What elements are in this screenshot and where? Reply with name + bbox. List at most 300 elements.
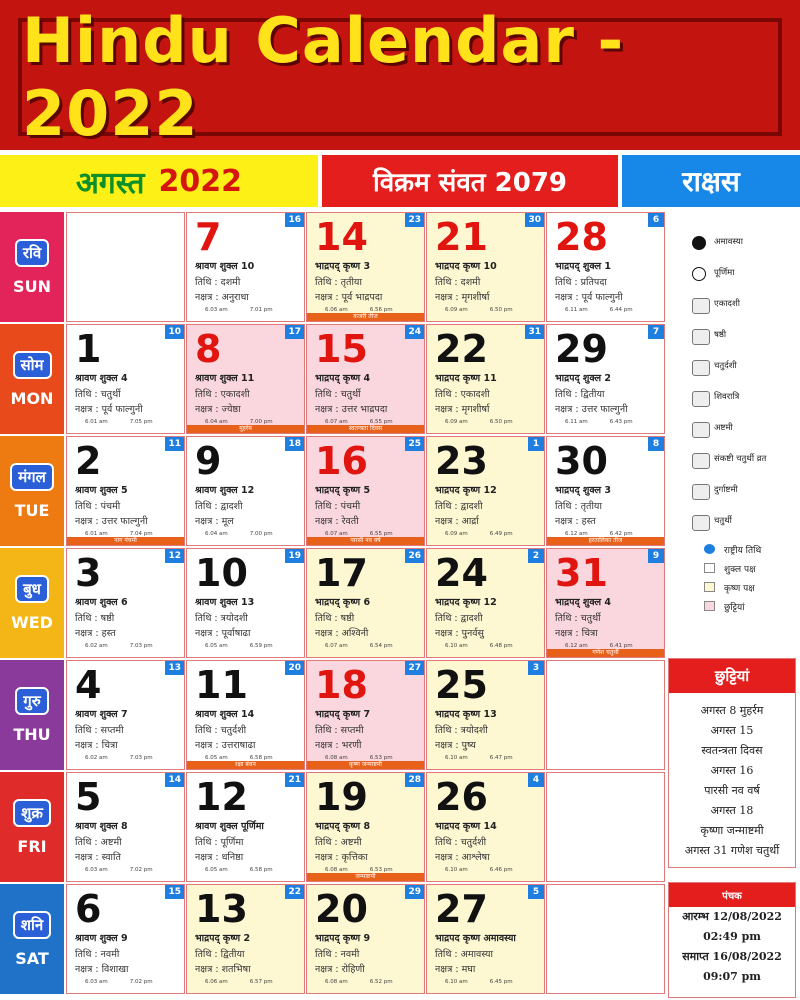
sankashti-icon: [692, 453, 710, 469]
holiday-item: अगस्त 8 मुहर्रम: [700, 704, 764, 717]
date-number: 27: [435, 887, 488, 931]
sun-times: [205, 307, 273, 313]
nakshatra-label: नक्षत्र : पूर्व फाल्गुनी: [555, 292, 623, 303]
tithi-label: तिथि : षष्ठी: [75, 613, 115, 624]
national-date-badge: 29: [405, 885, 424, 899]
festival-label: गणेश चतुर्थी: [547, 649, 664, 657]
paksha-label: श्रावण शुक्ल 13: [195, 597, 255, 608]
calendar-grid: [0, 212, 666, 996]
empty-cell: [546, 660, 665, 770]
sunrise-time: 6.09 am: [445, 531, 468, 537]
date-cell-26[interactable]: [426, 772, 545, 882]
color-legend: [700, 542, 800, 618]
day-label-wed: [0, 548, 64, 658]
color-legend-item: [700, 561, 800, 575]
date-cell-5[interactable]: [66, 772, 185, 882]
sun-times: [445, 867, 513, 873]
empty-cell: [546, 772, 665, 882]
national-date-badge: 30: [525, 213, 544, 227]
legend-label: पूर्णिमा: [714, 268, 735, 278]
paksha-label: श्रावण शुक्ल 10: [195, 261, 255, 272]
day-label-sat: [0, 884, 64, 994]
holiday-item: कृष्णा जन्माष्टमी: [700, 824, 764, 837]
national-date-badge: 6: [648, 213, 664, 227]
chaturdashi-icon: [692, 360, 710, 376]
date-cell-18[interactable]: [306, 660, 425, 770]
nakshatra-label: नक्षत्र : पूर्व भाद्रपदा: [315, 292, 383, 303]
tithi-label: तिथि : चतुर्थी: [75, 389, 121, 400]
sunset-time: 7.00 pm: [249, 531, 273, 537]
tithi-label: तिथि : सप्तमी: [75, 725, 124, 736]
sun-times: [85, 755, 153, 761]
paksha-label: भाद्रपद् कृष्ण 9: [315, 933, 371, 944]
legend-label: अमावस्या: [714, 237, 743, 247]
festival-label: हरतालिका तीज: [547, 537, 664, 545]
holiday-item: अगस्त 16: [710, 764, 754, 777]
paksha-label: भाद्रपद् कृष्ण 2: [195, 933, 251, 944]
sun-times: [565, 419, 633, 425]
festival-label: नाग पंचमी: [67, 537, 184, 545]
color-legend-label: छुट्टियां: [724, 603, 745, 613]
sunset-time: 6.50 pm: [489, 307, 513, 313]
day-label-hindi: बुध: [15, 575, 49, 603]
legend-label: चतुर्दशी: [714, 361, 737, 371]
color-legend-label: शुक्ल पक्ष: [724, 565, 756, 575]
date-number: 6: [75, 887, 102, 931]
paksha-label: भाद्रपद कृष्ण अमावस्या: [435, 933, 516, 944]
date-cell-30[interactable]: [546, 436, 665, 546]
nakshatra-label: नक्षत्र : आश्लेषा: [435, 852, 490, 863]
national-date-badge: 3: [528, 661, 544, 675]
national-date-badge: 14: [165, 773, 184, 787]
date-cell-11[interactable]: [186, 660, 305, 770]
nakshatra-label: नक्षत्र : अनुराधा: [195, 292, 249, 303]
sunrise-time: 6.09 am: [445, 307, 468, 313]
date-cell-25[interactable]: [426, 660, 545, 770]
panchak-item: समाप्त 16/08/2022: [682, 950, 782, 963]
sunset-time: 7.01 pm: [249, 307, 273, 313]
tithi-label: तिथि : चतुर्थी: [315, 389, 361, 400]
date-cell-2[interactable]: [66, 436, 185, 546]
date-cell-13[interactable]: [186, 884, 305, 994]
national-date-badge: 24: [405, 325, 424, 339]
date-number: 24: [435, 551, 488, 595]
sunset-time: 6.49 pm: [489, 531, 513, 537]
tithi-label: तिथि : चतुर्दशी: [435, 837, 487, 848]
tithi-label: तिथि : सप्तमी: [315, 725, 364, 736]
tithi-label: तिथि : नवमी: [315, 949, 360, 960]
day-label-english: SUN: [13, 276, 51, 296]
sunrise-time: 6.08 am: [325, 979, 348, 985]
date-number: 31: [555, 551, 608, 595]
date-cell-1[interactable]: [66, 324, 185, 434]
tithi-label: तिथि : नवमी: [75, 949, 120, 960]
date-number: 1: [75, 327, 102, 371]
nakshatra-label: नक्षत्र : स्वाति: [75, 852, 121, 863]
symbol-legend: [672, 232, 800, 542]
tithi-label: तिथि : अमावस्या: [435, 949, 493, 960]
paksha-label: भाद्रपद् शुक्ल 1: [555, 261, 611, 272]
tithi-label: तिथि : त्रयोदशी: [195, 613, 248, 624]
date-number: 13: [195, 887, 248, 931]
tithi-label: तिथि : पंचमी: [315, 501, 361, 512]
date-cell-10[interactable]: [186, 548, 305, 658]
date-number: 29: [555, 327, 608, 371]
nakshatra-label: नक्षत्र : रेवती: [315, 516, 359, 527]
nakshatra-label: नक्षत्र : हस्त: [75, 628, 116, 639]
paksha-label: श्रावण शुक्ल 12: [195, 485, 255, 496]
date-number: 12: [195, 775, 248, 819]
month-year: 2022: [158, 163, 243, 199]
date-number: 20: [315, 887, 368, 931]
sunrise-time: 6.12 am: [565, 531, 588, 537]
day-label-hindi: सोम: [13, 351, 52, 379]
festival-label: जन्माष्टमी: [307, 873, 424, 881]
date-cell-22[interactable]: [426, 324, 545, 434]
date-cell-15[interactable]: [306, 324, 425, 434]
date-number: 16: [315, 439, 368, 483]
tithi-label: तिथि : अष्टमी: [75, 837, 122, 848]
sunset-time: 6.45 pm: [489, 979, 513, 985]
paksha-label: भाद्रपद् कृष्ण 4: [315, 373, 371, 384]
tithi-label: तिथि : तृतीया: [315, 277, 362, 288]
sunrise-time: 6.08 am: [325, 755, 348, 761]
sunrise-time: 6.10 am: [445, 643, 468, 649]
tithi-label: तिथि : चतुर्थी: [555, 613, 601, 624]
sunset-time: 7.04 pm: [129, 531, 153, 537]
color-legend-item: [700, 542, 800, 556]
day-label-hindi: मंगल: [10, 463, 54, 491]
page-title: Hindu Calendar - 2022: [22, 4, 625, 150]
sunrise-time: 6.05 am: [205, 643, 228, 649]
sunset-time: 6.55 pm: [369, 419, 393, 425]
paksha-label: श्रावण शुक्ल 9: [75, 933, 128, 944]
paksha-label: भाद्रपद कृष्ण 12: [435, 597, 497, 608]
sunset-time: 7.02 pm: [129, 979, 153, 985]
paksha-label: श्रावण शुक्ल 7: [75, 709, 128, 720]
date-number: 22: [435, 327, 488, 371]
day-label-english: THU: [13, 724, 51, 744]
national-date-badge: 10: [165, 325, 184, 339]
date-cell-20[interactable]: [306, 884, 425, 994]
date-number: 10: [195, 551, 248, 595]
sun-times: [85, 979, 153, 985]
national-date-badge: 1: [528, 437, 544, 451]
paksha-label: भाद्रपद् कृष्ण 3: [315, 261, 371, 272]
date-cell-19[interactable]: [306, 772, 425, 882]
national-date-badge: 18: [285, 437, 304, 451]
day-label-english: WED: [11, 612, 53, 632]
date-number: 8: [195, 327, 222, 371]
day-label-sun: [0, 212, 64, 322]
date-cell-16[interactable]: [306, 436, 425, 546]
national-date-badge: 12: [165, 549, 184, 563]
date-number: 14: [315, 215, 368, 259]
sunrise-time: 6.03 am: [85, 867, 108, 873]
paksha-label: श्रावण शुक्ल 8: [75, 821, 128, 832]
national-date-badge: 27: [405, 661, 424, 675]
paksha-label: भाद्रपद् कृष्ण 6: [315, 597, 371, 608]
holidays-panel: [668, 658, 796, 868]
sunset-time: 6.58 pm: [249, 755, 273, 761]
date-cell-6[interactable]: [66, 884, 185, 994]
date-number: 30: [555, 439, 608, 483]
national-date-badge: 9: [648, 549, 664, 563]
nakshatra-label: नक्षत्र : उत्तर भाद्रपदा: [315, 404, 388, 415]
date-cell-29[interactable]: [546, 324, 665, 434]
date-cell-31[interactable]: [546, 548, 665, 658]
paksha-label: श्रावण शुक्ल 4: [75, 373, 128, 384]
color-legend-item: [700, 599, 800, 613]
sun-times: [565, 307, 633, 313]
sunset-time: 6.43 pm: [609, 419, 633, 425]
sunrise-time: 6.10 am: [445, 867, 468, 873]
shashthi-icon: [692, 329, 710, 345]
national-date-badge: 20: [285, 661, 304, 675]
sunrise-time: 6.08 am: [325, 867, 348, 873]
date-number: 2: [75, 439, 102, 483]
sunset-time: 6.54 pm: [369, 643, 393, 649]
sun-times: [85, 419, 153, 425]
paksha-label: भाद्रपद कृष्ण 14: [435, 821, 497, 832]
holiday-item: पारसी नव वर्ष: [704, 784, 760, 797]
date-number: 3: [75, 551, 102, 595]
national-date-badge: 17: [285, 325, 304, 339]
sunrise-time: 6.07 am: [325, 531, 348, 537]
sun-times: [205, 979, 273, 985]
national-date-badge: 21: [285, 773, 304, 787]
tithi-label: तिथि : द्वितीया: [555, 389, 605, 400]
sunrise-time: 6.01 am: [85, 531, 108, 537]
nakshatra-label: नक्षत्र : पुनर्वसु: [435, 628, 484, 639]
national-date-badge: 15: [165, 885, 184, 899]
empty-cell: [546, 884, 665, 994]
sunrise-time: 6.07 am: [325, 643, 348, 649]
header-bar: [0, 155, 800, 207]
date-cell-14[interactable]: [306, 212, 425, 322]
tithi-label: तिथि : द्वादशी: [435, 613, 483, 624]
sunset-time: 6.56 pm: [369, 307, 393, 313]
nakshatra-label: नक्षत्र : पुष्य: [435, 740, 476, 751]
holiday-item: अगस्त 31 गणेश चतुर्थी: [684, 844, 780, 857]
tithi-label: तिथि : द्वादशी: [195, 501, 243, 512]
paksha-label: भाद्रपद् कृष्ण 8: [315, 821, 371, 832]
nakshatra-label: नक्षत्र : हस्त: [555, 516, 596, 527]
nakshatra-label: नक्षत्र : उत्तर फाल्गुनी: [555, 404, 628, 415]
month-header: [0, 155, 318, 207]
date-number: 4: [75, 663, 102, 707]
sunrise-time: 6.06 am: [205, 979, 228, 985]
sunset-time: 6.50 pm: [489, 419, 513, 425]
sunrise-time: 6.09 am: [445, 419, 468, 425]
sunset-time: 6.48 pm: [489, 643, 513, 649]
sunrise-time: 6.07 am: [325, 419, 348, 425]
sunset-time: 7.03 pm: [129, 643, 153, 649]
paksha-label: भाद्रपद कृष्ण 13: [435, 709, 497, 720]
panchak-item: 09:07 pm: [703, 970, 761, 983]
sunset-time: 7.02 pm: [129, 867, 153, 873]
nakshatra-label: नक्षत्र : चित्रा: [555, 628, 598, 639]
sunrise-time: 6.04 am: [205, 531, 228, 537]
date-number: 21: [435, 215, 488, 259]
day-label-tue: [0, 436, 64, 546]
paksha-label: भाद्रपद् कृष्ण 5: [315, 485, 371, 496]
paksha-label: श्रावण शुक्ल 11: [195, 373, 255, 384]
date-cell-4[interactable]: [66, 660, 185, 770]
tithi-label: तिथि : अष्टमी: [315, 837, 362, 848]
paksha-label: श्रावण शुक्ल 6: [75, 597, 128, 608]
legend-item: [672, 232, 800, 254]
date-number: 26: [435, 775, 488, 819]
sunrise-time: 6.04 am: [205, 419, 228, 425]
title-banner: [0, 0, 800, 150]
nakshatra-label: नक्षत्र : भरणी: [315, 740, 362, 751]
paksha-label: भाद्रपद कृष्ण 12: [435, 485, 497, 496]
legend-item: [672, 480, 800, 502]
date-number: 15: [315, 327, 368, 371]
sunset-time: 6.42 pm: [609, 531, 633, 537]
festival-label: कजरी तीज: [307, 313, 424, 321]
empty-cell: [66, 212, 185, 322]
national-date-badge: 4: [528, 773, 544, 787]
date-cell-7[interactable]: [186, 212, 305, 322]
sunrise-time: 6.11 am: [565, 307, 588, 313]
sunset-time: 7.05 pm: [129, 419, 153, 425]
tithi-label: तिथि : षष्ठी: [315, 613, 355, 624]
legend-item: [672, 511, 800, 533]
legend-label: षष्ठी: [714, 330, 727, 340]
national-date-badge: 26: [405, 549, 424, 563]
tithi-label: तिथि : त्रयोदशी: [435, 725, 488, 736]
holiday-item: स्वतन्त्रता दिवस: [701, 744, 763, 757]
date-cell-17[interactable]: [306, 548, 425, 658]
sunset-time: 6.44 pm: [609, 307, 633, 313]
tithi-label: तिथि : एकादशी: [195, 389, 250, 400]
panchak-item: 02:49 pm: [703, 930, 761, 943]
national-date-badge: 2: [528, 549, 544, 563]
nakshatra-label: नक्षत्र : चित्रा: [75, 740, 118, 751]
shivratri-icon: [692, 391, 710, 407]
date-number: 25: [435, 663, 488, 707]
month-name: अगस्त: [75, 165, 145, 201]
legend-label: अष्टमी: [714, 423, 733, 433]
national-date-badge: 5: [528, 885, 544, 899]
paksha-label: भाद्रपद् शुक्ल 3: [555, 485, 611, 496]
nakshatra-label: नक्षत्र : रोहिणी: [315, 964, 365, 975]
day-label-english: TUE: [14, 500, 50, 520]
sunset-time: 6.46 pm: [489, 867, 513, 873]
durgashtami-icon: [692, 484, 710, 500]
tithi-label: तिथि : दशमी: [195, 277, 241, 288]
sunset-time: 6.53 pm: [369, 867, 393, 873]
sunrise-time: 6.02 am: [85, 755, 108, 761]
ekadashi-icon: [692, 298, 710, 314]
day-label-english: SAT: [15, 948, 49, 968]
color-legend-item: [700, 580, 800, 594]
sun-times: [205, 867, 273, 873]
color-swatch: [704, 544, 715, 554]
legend-label: संकष्टी चतुर्थी व्रत: [714, 454, 767, 464]
panchak-item: आरम्भ 12/08/2022: [682, 910, 782, 923]
sun-times: [445, 755, 513, 761]
date-number: 28: [555, 215, 608, 259]
sun-times: [445, 307, 513, 313]
nakshatra-label: नक्षत्र : उत्तर फाल्गुनी: [75, 516, 148, 527]
date-cell-24[interactable]: [426, 548, 545, 658]
sunset-time: 6.53 pm: [369, 755, 393, 761]
national-date-badge: 13: [165, 661, 184, 675]
nakshatra-label: नक्षत्र : आर्द्रा: [435, 516, 479, 527]
tithi-label: तिथि : पूर्णिमा: [195, 837, 244, 848]
tithi-label: तिथि : एकादशी: [435, 389, 490, 400]
nakshatra-label: नक्षत्र : मघा: [435, 964, 476, 975]
sunrise-time: 6.12 am: [565, 643, 588, 649]
festival-label: रक्षा बंधन: [187, 761, 304, 769]
day-label-mon: [0, 324, 64, 434]
legend-label: दुर्गाष्टमी: [714, 485, 738, 495]
nakshatra-label: नक्षत्र : पूर्व फाल्गुनी: [75, 404, 143, 415]
date-cell-12[interactable]: [186, 772, 305, 882]
sunset-time: 6.58 pm: [249, 867, 273, 873]
date-cell-9[interactable]: [186, 436, 305, 546]
date-number: 5: [75, 775, 102, 819]
tithi-label: तिथि : चतुर्दशी: [195, 725, 247, 736]
sunrise-time: 6.10 am: [445, 755, 468, 761]
nakshatra-label: नक्षत्र : मृगशीर्षा: [435, 292, 490, 303]
national-date-badge: 7: [648, 325, 664, 339]
date-number: 7: [195, 215, 222, 259]
national-date-badge: 8: [648, 437, 664, 451]
nakshatra-label: नक्षत्र : धनिष्ठा: [195, 852, 244, 863]
day-label-hindi: शनि: [13, 911, 51, 939]
color-swatch: [704, 582, 715, 592]
paksha-label: भाद्रपद् शुक्ल 2: [555, 373, 611, 384]
national-date-badge: 11: [165, 437, 184, 451]
day-label-hindi: गुरु: [15, 687, 48, 715]
day-label-english: MON: [10, 388, 54, 408]
legend-label: एकादशी: [714, 299, 740, 309]
sun-times: [325, 979, 393, 985]
color-swatch: [704, 563, 715, 573]
sun-times: [445, 419, 513, 425]
nakshatra-label: नक्षत्र : मूल: [195, 516, 234, 527]
date-number: 23: [435, 439, 488, 483]
date-cell-28[interactable]: [546, 212, 665, 322]
date-cell-23[interactable]: [426, 436, 545, 546]
legend-item: [672, 325, 800, 347]
date-cell-21[interactable]: [426, 212, 545, 322]
sun-times: [85, 643, 153, 649]
sunrise-time: 6.11 am: [565, 419, 588, 425]
national-date-badge: 28: [405, 773, 424, 787]
day-label-hindi: रवि: [15, 239, 49, 267]
tithi-label: तिथि : प्रतिपदा: [555, 277, 607, 288]
sun-times: [85, 867, 153, 873]
paksha-label: भाद्रपद कृष्ण 11: [435, 373, 497, 384]
sunrise-time: 6.05 am: [205, 755, 228, 761]
festival-label: मुहर्रम: [187, 425, 304, 433]
holidays-title: छुट्टियां: [669, 659, 795, 693]
nakshatra-label: नक्षत्र : पूर्वाषाढा: [195, 628, 251, 639]
legend-item: [672, 418, 800, 440]
date-cell-3[interactable]: [66, 548, 185, 658]
day-label-fri: [0, 772, 64, 882]
chaturthi-icon: [692, 515, 710, 531]
ashtami-icon: [692, 422, 710, 438]
date-cell-27[interactable]: [426, 884, 545, 994]
date-cell-8[interactable]: [186, 324, 305, 434]
nakshatra-label: नक्षत्र : ज्येष्ठा: [195, 404, 241, 415]
